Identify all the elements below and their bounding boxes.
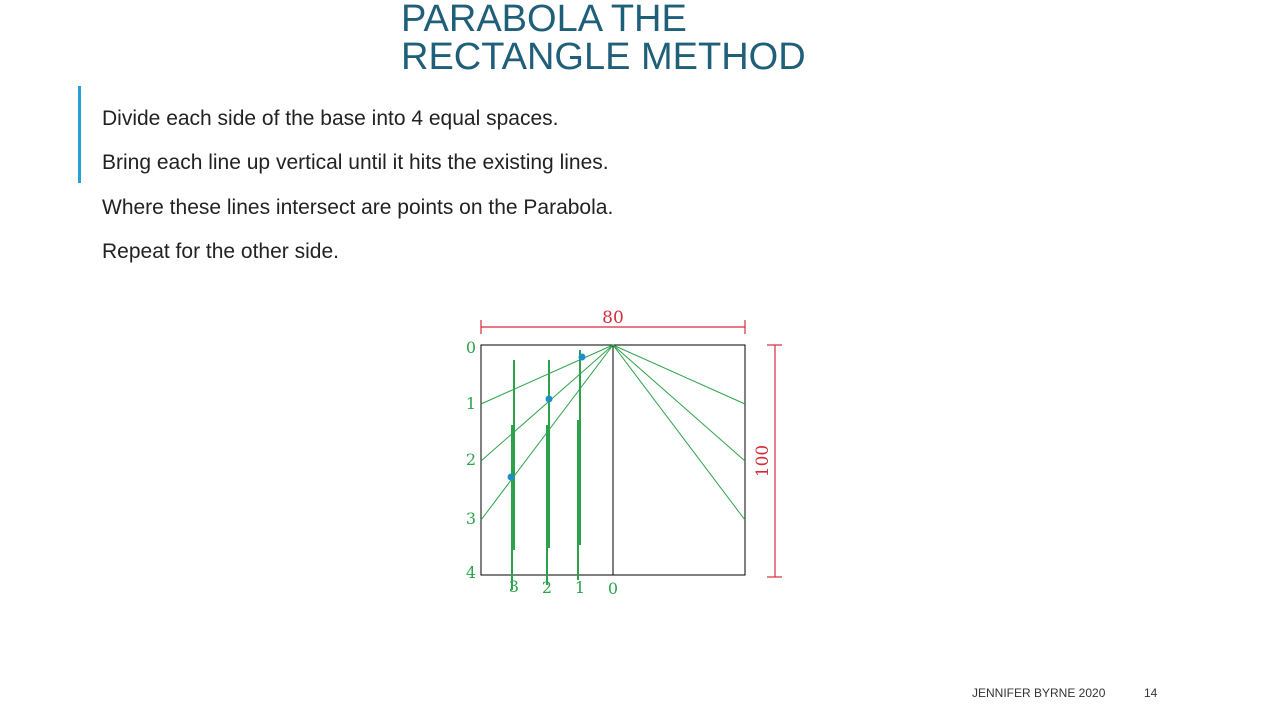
title-line-2: RECTANGLE METHOD [401,36,806,78]
bullet-divide-base: Divide each side of the base into 4 equal spaces. [102,107,559,130]
footer-author: JENNIFER BYRNE 2020 [972,686,1106,700]
side-label-2: 2 [465,450,477,469]
parabola-point [579,354,586,361]
width-label: 80 [602,308,624,328]
bullet-intersections: Where these lines intersect are points on the Parabola. [102,196,614,219]
parabola-point [546,396,553,403]
title-line-1: PARABOLA THE [401,0,687,40]
base-label-2: 2 [541,578,553,597]
bullet-bring-lines-up: Bring each line up vertical until it hits the existing lines. [102,151,609,174]
height-label: 100 [753,444,773,478]
bullet-repeat: Repeat for the other side. [102,240,339,263]
parabola-point [508,474,515,481]
side-label-4: 4 [465,563,477,582]
base-label-0: 0 [607,579,619,598]
side-label-1: 1 [465,394,477,413]
base-label-1: 1 [574,578,586,597]
base-label-3: 3 [508,577,520,596]
side-label-0: 0 [465,338,477,357]
page-number: 14 [1144,686,1158,700]
side-label-3: 3 [465,509,477,528]
